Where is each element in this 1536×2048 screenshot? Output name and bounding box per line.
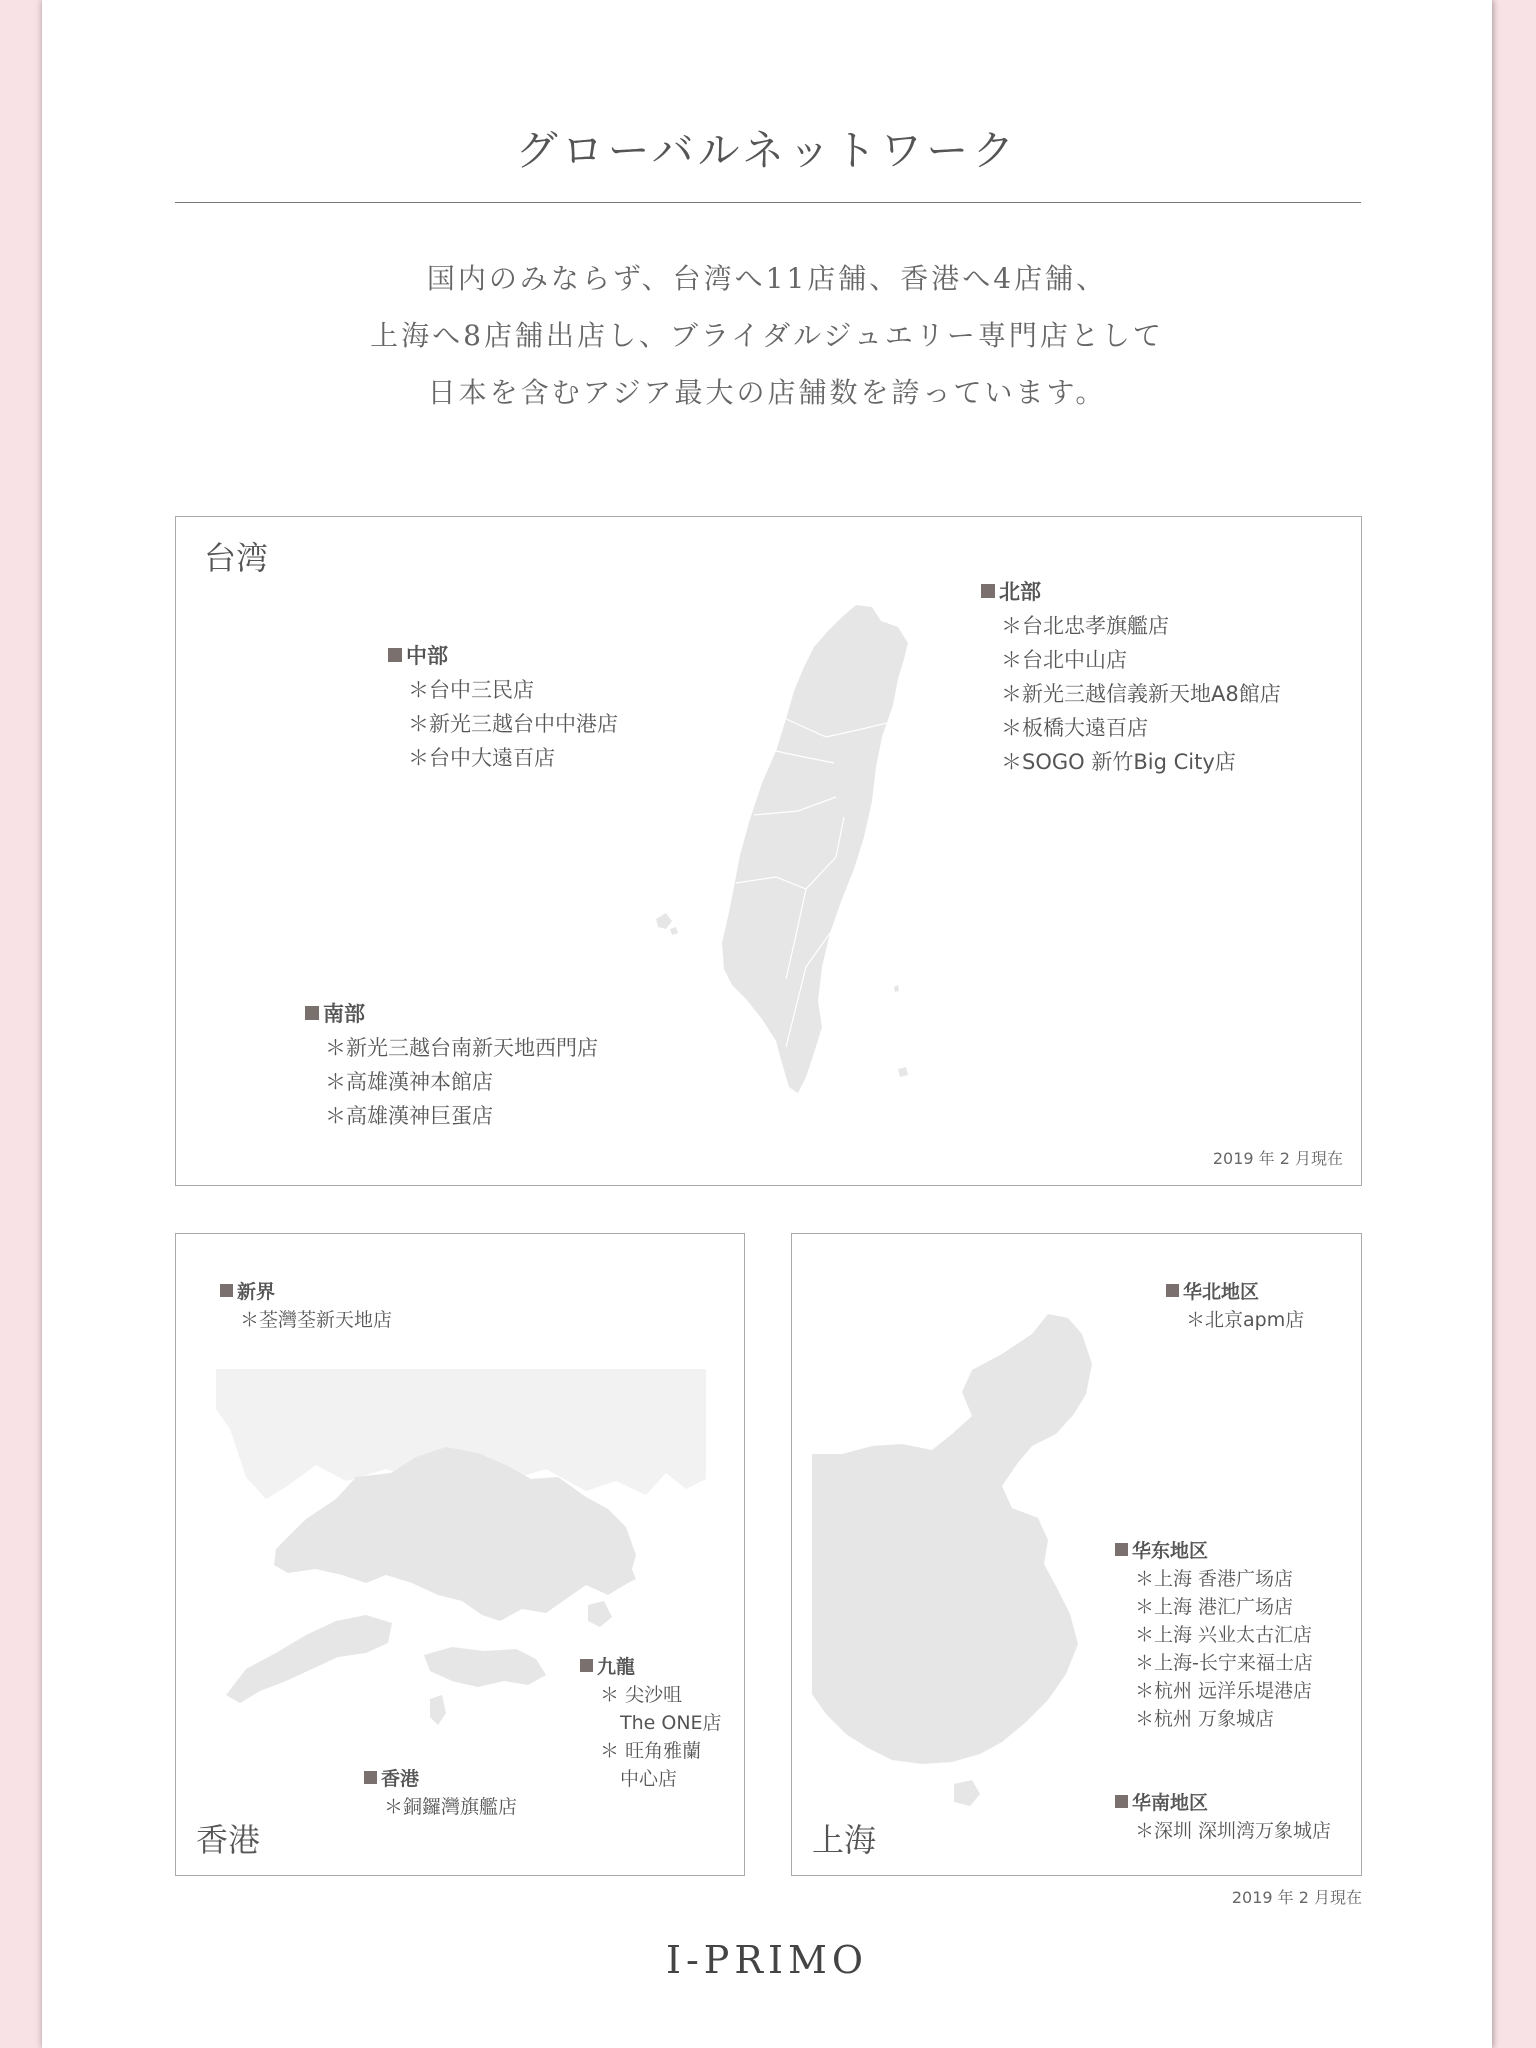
region-head: 华南地区 [1115,1789,1331,1817]
store-item: ＊ 杭州 远洋乐堤港店 [1115,1677,1313,1705]
region-head: 中部 [388,639,618,673]
store-item: ＊ 深圳 深圳湾万象城店 [1115,1817,1331,1845]
intro-line: 上海へ8店舗出店し、ブライダルジュエリー専門店として [370,319,1164,352]
sh-east-group [1115,1537,1313,1733]
store-name-line: 尖沙咀 [625,1684,683,1706]
sh-north-group [1166,1278,1304,1334]
hainan-island [954,1780,980,1806]
hk-island-group [364,1765,517,1821]
store-item: ＊ 荃灣荃新天地店 [220,1306,392,1334]
green-island [894,985,899,992]
store-item: ＊ 上海-长宁来福士店 [1115,1649,1313,1677]
store-name-line: 中心店 [620,1768,678,1790]
taiwan-title: 台湾 [204,539,269,577]
store-item: ＊ 台北中山店 [981,643,1281,677]
taiwan-panel [175,516,1362,1186]
taiwan-map [636,587,956,1147]
store-item: ＊ 新光三越台中中港店 [388,707,618,741]
taiwan-central-group [388,639,618,775]
store-name-line: The ONE店 [620,1712,722,1734]
bottom-date-note: 2019 年 2 月現在 [1231,1888,1362,1907]
store-item: ＊ 台中大遠百店 [388,741,618,775]
store-item: ＊ SOGO 新竹Big City店 [981,745,1281,779]
orchid-island [898,1067,908,1077]
region-head: 九龍 [580,1653,722,1681]
intro-line: 日本を含むアジア最大の店舗数を誇っています。 [427,376,1107,409]
page-title: グローバルネットワーク [515,126,1019,175]
store-item: ＊ 北京apm店 [1166,1306,1304,1334]
store-item: ＊ 上海 香港广场店 [1115,1565,1313,1593]
taiwan-island [722,605,908,1093]
title-divider [175,202,1361,203]
store-item: ＊ 上海 港汇广场店 [1115,1593,1313,1621]
store-item: ＊ 杭州 万象城店 [1115,1705,1313,1733]
lantau-island [226,1615,392,1703]
china-map [812,1294,1132,1834]
sh-south-group [1115,1789,1331,1845]
region-head: 华东地区 [1115,1537,1313,1565]
brand-logo: I-PRIMO [665,1938,869,1982]
region-head: 华北地区 [1166,1278,1304,1306]
taiwan-date-note: 2019 年 2 月現在 [1212,1149,1343,1168]
taiwan-north-group [981,575,1281,779]
store-item: ＊ 高雄漢神巨蛋店 [305,1099,598,1133]
store-item [580,1737,722,1793]
hongkong-island [424,1647,546,1687]
taiwan-south-group [305,997,598,1133]
store-item: ＊ 板橋大遠百店 [981,711,1281,745]
store-item: ＊ 新光三越台南新天地西門店 [305,1031,598,1065]
store-item: ＊ 新光三越信義新天地A8館店 [981,677,1281,711]
store-item: ＊ 上海 兴业太古汇店 [1115,1621,1313,1649]
region-head: 新界 [220,1278,392,1306]
store-item: ＊ 台中三民店 [388,673,618,707]
page [42,0,1492,2048]
penghu-islands [656,913,678,935]
hongkong-title: 香港 [196,1821,261,1859]
intro-line: 国内のみならず、台湾へ11店舗、香港へ4店舗、 [426,262,1108,295]
lamma-island [430,1695,446,1725]
hongkong-panel [175,1233,745,1876]
hk-newterritories-group [220,1278,392,1334]
store-name-line: 旺角雅蘭 [625,1740,702,1762]
shanghai-title: 上海 [812,1821,877,1859]
hk-kowloon-group [580,1653,722,1793]
shanghai-panel [791,1233,1362,1876]
store-item: ＊ 台北忠孝旗艦店 [981,609,1281,643]
store-item [580,1681,722,1737]
region-head: 南部 [305,997,598,1031]
store-item: ＊ 銅鑼灣旗艦店 [364,1793,517,1821]
region-head: 北部 [981,575,1281,609]
china-landmass [812,1314,1092,1764]
intro-text [42,250,1492,421]
store-item: ＊ 高雄漢神本館店 [305,1065,598,1099]
region-head: 香港 [364,1765,517,1793]
